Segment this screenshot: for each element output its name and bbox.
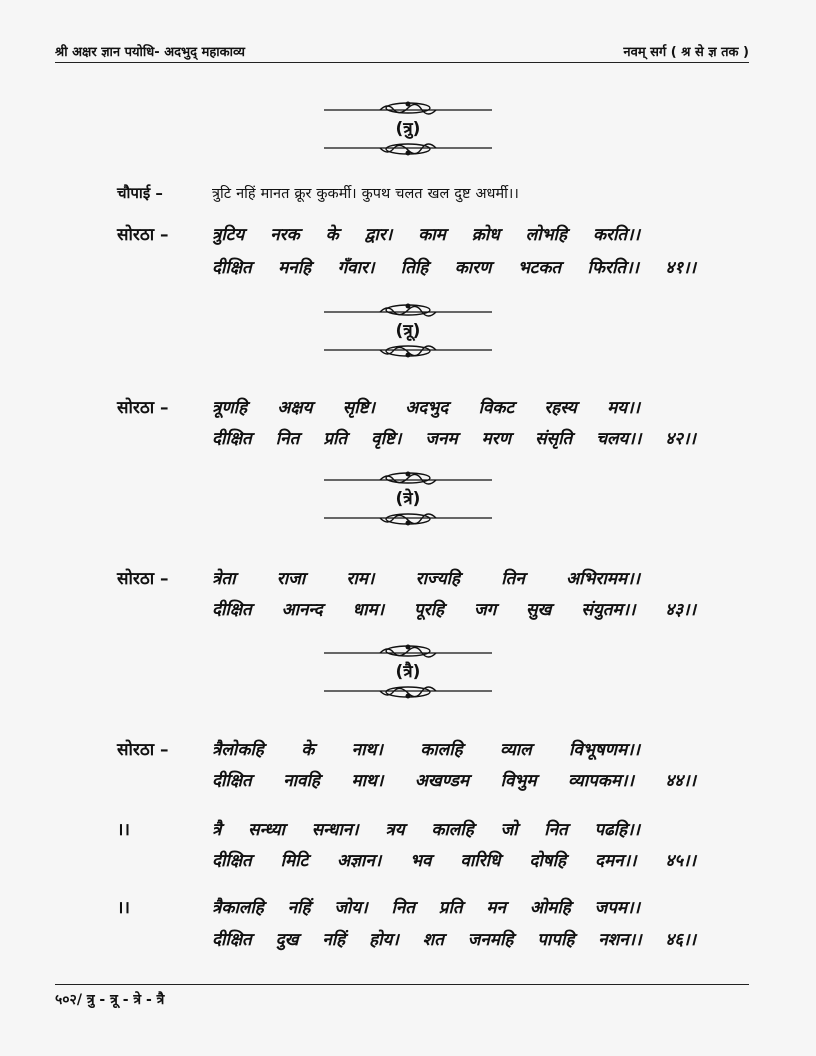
verse-line [212, 848, 696, 871]
verse-word: जो [500, 820, 518, 840]
verse-word: जनमहि [467, 930, 514, 950]
verse-word: दुख [275, 930, 299, 950]
chaupai-line [0, 183, 816, 209]
verse-word: ४२।। [665, 429, 696, 449]
verse-label: चौपाई – [117, 184, 163, 202]
verse-line [212, 183, 642, 203]
page-header [55, 40, 749, 63]
verse-word: जपम।। [594, 898, 640, 918]
ornament-bottom [322, 683, 494, 703]
verse-word: कालहि [431, 820, 474, 840]
verse-word: नहिं [287, 898, 311, 918]
verse-word: शत [422, 930, 444, 950]
verse-word: काम [418, 225, 446, 245]
verse-word: नित [275, 429, 300, 449]
verse-word: माथ। [351, 771, 384, 791]
section-heading [322, 98, 494, 160]
verse-word: मनहि [278, 258, 312, 278]
verse-word: वारिधि [460, 851, 501, 871]
verse-word: सृष्टि। [342, 398, 375, 418]
verse-word: प्रति [438, 898, 463, 918]
verse-word: क्रोध [471, 225, 500, 245]
verse-word: दीक्षित [212, 930, 252, 950]
verse-line [212, 222, 640, 245]
soratha-41-line-2 [0, 255, 816, 281]
verse-word: दीक्षित [212, 429, 252, 449]
section-heading [322, 641, 494, 703]
verse-word: द्वार। [364, 225, 393, 245]
verse-word: खल [427, 186, 450, 202]
verse-word: त्रैलोकहि [212, 740, 264, 760]
soratha-42-line-2 [0, 426, 816, 452]
verse-word: कारण [454, 258, 492, 278]
verse-word: विभूषणम।। [569, 740, 640, 760]
verse-line [212, 395, 640, 418]
section-letter: (त्रु) [395, 119, 421, 139]
verse-word: कुकर्मी। [316, 186, 357, 202]
section-heading [322, 300, 494, 362]
verse-word: अखण्डम [414, 771, 470, 791]
verse-word: चलय।। [596, 429, 642, 449]
verse-word: दीक्षित [212, 851, 252, 871]
verse-label: सोरठा – [117, 398, 169, 418]
verse-45-line-1 [0, 817, 816, 843]
verse-word: नहिं [322, 930, 346, 950]
verse-word: भटकत [517, 258, 562, 278]
verse-line [212, 426, 696, 449]
ornament-bottom [322, 342, 494, 362]
verse-word: वृष्टि। [371, 429, 402, 449]
verse-word: दमन।। [594, 851, 637, 871]
verse-word: व्यापकम।। [568, 771, 634, 791]
verse-word: ४६।। [665, 930, 696, 950]
verse-word: विकट [478, 398, 515, 418]
verse-word: मानत [260, 186, 290, 202]
verse-word: राज्यहि [415, 569, 460, 589]
verse-45-line-2 [0, 848, 816, 874]
verse-label: ।। [117, 898, 130, 918]
ornament-top [322, 468, 494, 488]
verse-word: पूरहि [414, 600, 445, 620]
verse-word: अभिरामम।। [566, 569, 640, 589]
verse-word: ४४।। [665, 771, 696, 791]
verse-word: नहिं [236, 186, 256, 202]
ornament-bottom [322, 140, 494, 160]
verse-word: मय।। [607, 398, 640, 418]
soratha-44-line-2 [0, 768, 816, 794]
soratha-42-line-1 [0, 395, 816, 421]
verse-word: लोभहि [525, 225, 567, 245]
section-heading [322, 468, 494, 530]
verse-word: मन [486, 898, 506, 918]
verse-word: जनम [425, 429, 458, 449]
verse-word: राम। [346, 569, 375, 589]
verse-word: के [325, 225, 339, 245]
verse-line [212, 255, 696, 278]
verse-line [212, 566, 640, 589]
verse-word: कुपथ [361, 186, 391, 202]
verse-word: दीक्षित [212, 771, 252, 791]
verse-word: फिरति।। [587, 258, 639, 278]
verse-word: नावहि [283, 771, 320, 791]
ornament-bottom [322, 510, 494, 530]
verse-word: ४१।। [665, 258, 696, 278]
verse-word: दीक्षित [212, 600, 252, 620]
verse-word: प्रति [323, 429, 348, 449]
verse-word: त्रूणहि [212, 398, 248, 418]
verse-word: त्रैकालहि [212, 898, 264, 918]
page-footer: ५०२/ त्रु - त्रू - त्रे - त्रै [55, 992, 165, 1008]
ornament-top [322, 98, 494, 118]
verse-label: ।। [117, 820, 130, 840]
verse-word: रहस्य [544, 398, 577, 418]
verse-word: क्रूर [294, 186, 312, 202]
verse-line [212, 895, 640, 918]
verse-word: तिहि [400, 258, 429, 278]
verse-word: भव [410, 851, 432, 871]
footer-rule [55, 984, 749, 985]
verse-word: नरक [270, 225, 300, 245]
verse-word: नित [391, 898, 415, 918]
verse-word: सन्ध्या [248, 820, 285, 840]
verse-word: अज्ञान। [337, 851, 382, 871]
verse-label: सोरठा – [117, 225, 169, 245]
verse-word: आनन्द [281, 600, 323, 620]
verse-word: चलत [395, 186, 423, 202]
verse-word: ४५।। [665, 851, 696, 871]
verse-word: अक्षय [277, 398, 313, 418]
verse-word: त्रेता [212, 569, 236, 589]
verse-word: तिन [501, 569, 525, 589]
verse-word: अदभुद [405, 398, 449, 418]
verse-word: अधर्मी।। [475, 186, 519, 202]
verse-46-line-2 [0, 927, 816, 953]
chapter-title: नवम् सर्ग ( श्र से ज्ञ तक ) [623, 45, 749, 60]
verse-word: संसृति [535, 429, 573, 449]
verse-word: धाम। [352, 600, 385, 620]
ornament-top [322, 641, 494, 661]
verse-word: नित [544, 820, 568, 840]
verse-word: दीक्षित [212, 258, 252, 278]
verse-word: त्रुटिय [212, 225, 245, 245]
verse-line [212, 737, 640, 760]
soratha-43-line-2 [0, 597, 816, 623]
verse-word: सन्धान। [311, 820, 359, 840]
section-letter: (त्रू) [395, 321, 421, 341]
verse-word: मरण [481, 429, 512, 449]
soratha-41-line-1 [0, 222, 816, 248]
verse-line [212, 817, 640, 840]
verse-line [212, 927, 696, 950]
verse-word: नशन।। [598, 930, 642, 950]
verse-word: त्रय [385, 820, 405, 840]
verse-word: ओमहि [529, 898, 571, 918]
verse-word: विभुम [500, 771, 537, 791]
verse-word: त्रै [212, 820, 222, 840]
book-title: श्री अक्षर ज्ञान पयोधि- अदभुद् महाकाव्य [55, 45, 245, 60]
verse-word: व्याल [500, 740, 532, 760]
verse-word: मिटि [280, 851, 309, 871]
verse-line [212, 597, 696, 620]
verse-word: करति।। [592, 225, 640, 245]
verse-word: के [301, 740, 315, 760]
verse-word: पढहि।। [594, 820, 640, 840]
verse-line [212, 768, 696, 791]
soratha-43-line-1 [0, 566, 816, 592]
verse-word: संयुतम।। [581, 600, 636, 620]
verse-word: पापहि [537, 930, 575, 950]
section-letter: (त्रे) [395, 489, 421, 509]
verse-word: होय। [369, 930, 399, 950]
verse-label: सोरठा – [117, 740, 169, 760]
verse-word: जग [473, 600, 497, 620]
soratha-44-line-1 [0, 737, 816, 763]
verse-word: कालहि [420, 740, 463, 760]
section-letter: (त्रै) [395, 662, 421, 682]
verse-word: दुष्ट [454, 186, 471, 202]
verse-word: सुख [526, 600, 552, 620]
verse-word: ४३।। [665, 600, 696, 620]
verse-word: जोय। [334, 898, 368, 918]
verse-46-line-1 [0, 895, 816, 921]
ornament-top [322, 300, 494, 320]
verse-word: दोषहि [529, 851, 567, 871]
verse-word: त्रुटि [212, 186, 232, 202]
verse-word: गँवार। [337, 258, 375, 278]
verse-word: राजा [276, 569, 306, 589]
verse-label: सोरठा – [117, 569, 169, 589]
verse-word: नाथ। [351, 740, 383, 760]
